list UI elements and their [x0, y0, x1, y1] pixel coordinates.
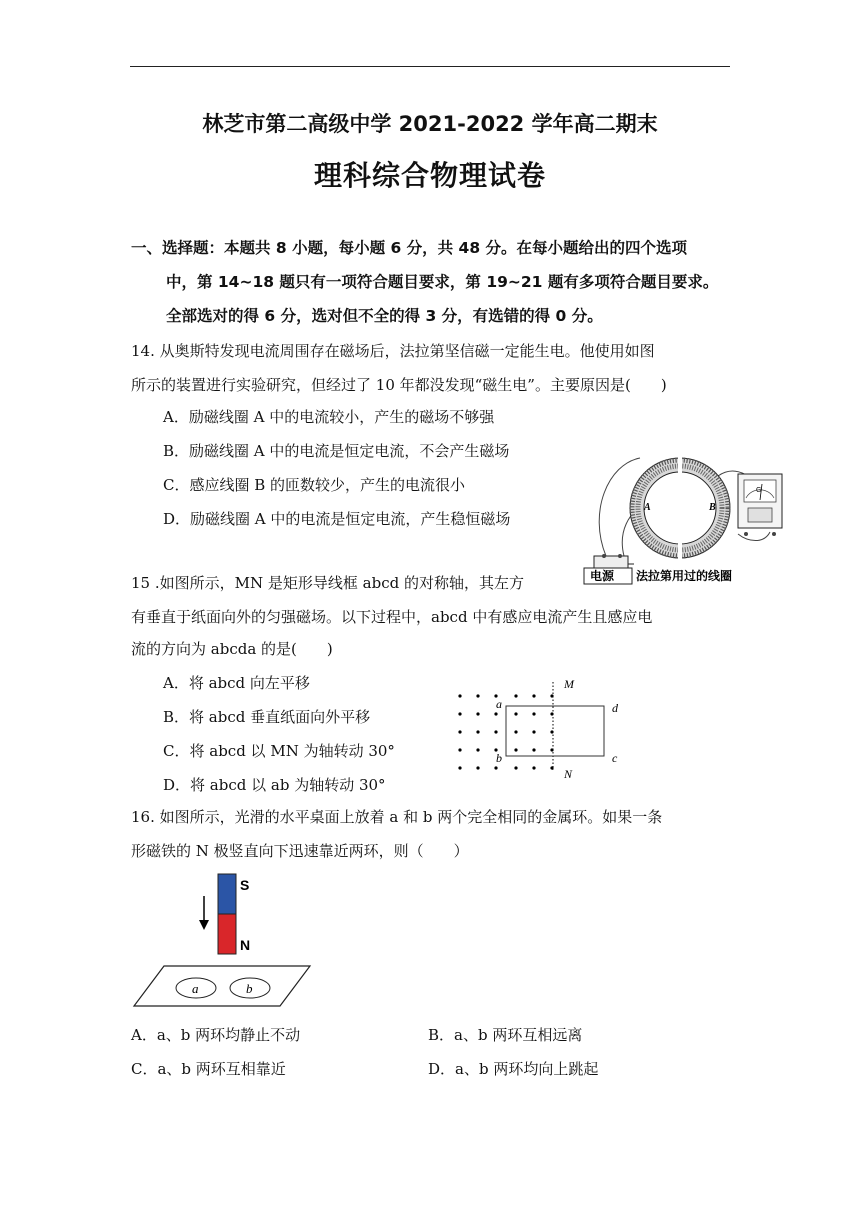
- label-b: b: [496, 751, 502, 765]
- field-dot: [476, 730, 479, 733]
- faraday-coil-figure: [578, 452, 798, 588]
- field-dot: [458, 730, 461, 733]
- meter-label: G: [756, 487, 762, 494]
- section-instructions-line2: 中，第 14~18 题只有一项符合题目要求，第 19~21 题有多项符合题目要求。: [166, 273, 719, 291]
- header-rule: [130, 66, 730, 67]
- field-dot: [476, 712, 479, 715]
- field-dot: [532, 766, 535, 769]
- field-dot: [514, 766, 517, 769]
- ring-b-label: b: [246, 981, 253, 996]
- field-dot: [532, 712, 535, 715]
- field-dot: [514, 694, 517, 697]
- frame-field-figure: [448, 674, 628, 784]
- field-dot: [458, 712, 461, 715]
- label-a: a: [496, 697, 502, 711]
- field-dot: [476, 694, 479, 697]
- q16-option-a: A．a、b 两环均静止不动: [131, 1026, 301, 1044]
- q15-stem-line3: 流的方向为 abcda 的是( ): [131, 640, 333, 658]
- section-instructions-line1: 一、选择题：本题共 8 小题，每小题 6 分，共 48 分。在每小题给出的四个选项: [131, 239, 688, 257]
- q15-option-b: B．将 abcd 垂直纸面向外平移: [163, 708, 371, 726]
- q14-option-c: C．感应线圈 B 的匝数较少，产生的电流很小: [163, 476, 466, 494]
- q14-option-d: D．励磁线圈 A 中的电流是恒定电流，产生稳恒磁场: [163, 510, 511, 528]
- field-dot: [476, 748, 479, 751]
- ring-a-label: a: [192, 981, 199, 996]
- q15-stem-line2: 有垂直于纸面向外的匀强磁场。以下过程中，abcd 中有感应电流产生且感应电: [131, 608, 653, 626]
- label-N-pole: N: [240, 937, 251, 953]
- tabletop: [134, 966, 310, 1006]
- label-c: c: [612, 751, 618, 765]
- caption-coil: 法拉第用过的线圈: [636, 569, 733, 583]
- q15-option-c: C．将 abcd 以 MN 为轴转动 30°: [163, 742, 395, 760]
- down-arrow-icon: [199, 896, 209, 930]
- field-dot: [494, 730, 497, 733]
- q15-option-a: A．将 abcd 向左平移: [163, 674, 310, 692]
- field-dot: [532, 748, 535, 751]
- field-dot: [514, 730, 517, 733]
- label-d: d: [612, 701, 618, 715]
- label-M: M: [564, 677, 574, 691]
- field-dot: [458, 694, 461, 697]
- q15-stem-line1: 15 .如图所示，MN 是矩形导线框 abcd 的对称轴，其左方: [131, 574, 524, 592]
- magnet-rings-figure: [128, 868, 318, 1010]
- q16-option-b: B．a、b 两环互相远离: [428, 1026, 583, 1044]
- field-dot: [494, 766, 497, 769]
- exam-subtitle: 理科综合物理试卷: [313, 159, 546, 192]
- q16-stem-line1: 16. 如图所示，光滑的水平桌面上放着 a 和 b 两个完全相同的金属环。如果一条: [131, 808, 663, 826]
- field-dot: [532, 730, 535, 733]
- coil-a-label: A: [644, 502, 651, 513]
- label-N: N: [564, 767, 573, 781]
- field-dot: [532, 694, 535, 697]
- q14-stem-line2: 所示的装置进行实验研究，但经过了 10 年都没发现“磁生电”。主要原因是( ): [131, 376, 667, 394]
- q16-stem-line2: 形磁铁的 N 极竖直向下迅速靠近两环，则（ ）: [131, 842, 469, 860]
- section-instructions-line3: 全部选对的得 6 分，选对但不全的得 3 分，有选错的得 0 分。: [166, 307, 603, 325]
- q15-option-d: D．将 abcd 以 ab 为轴转动 30°: [163, 776, 386, 794]
- field-dot: [476, 766, 479, 769]
- galvanometer: [738, 474, 782, 536]
- magnet-north-pole: [218, 914, 236, 954]
- field-dot: [494, 712, 497, 715]
- q14-stem-line1: 14. 从奥斯特发现电流周围存在磁场后，法拉第坚信磁一定能生电。他使用如图: [131, 342, 655, 360]
- field-dot: [458, 748, 461, 751]
- exam-title: 林芝市第二高级中学 2021-2022 学年高二期末: [202, 112, 658, 136]
- wire-frame-abcd: [506, 706, 604, 756]
- field-dot: [514, 712, 517, 715]
- coil-b-label: B: [709, 502, 716, 513]
- field-dot: [458, 766, 461, 769]
- caption-power: 电源: [590, 569, 615, 583]
- q14-option-b: B．励磁线圈 A 中的电流是恒定电流，不会产生磁场: [163, 442, 510, 460]
- magnet-south-pole: [218, 874, 236, 914]
- label-S: S: [240, 877, 250, 893]
- q16-option-c: C．a、b 两环互相靠近: [131, 1060, 286, 1078]
- q14-option-a: A．励磁线圈 A 中的电流较小，产生的磁场不够强: [163, 408, 495, 426]
- field-dot: [514, 748, 517, 751]
- q16-option-d: D．a、b 两环均向上跳起: [428, 1060, 599, 1078]
